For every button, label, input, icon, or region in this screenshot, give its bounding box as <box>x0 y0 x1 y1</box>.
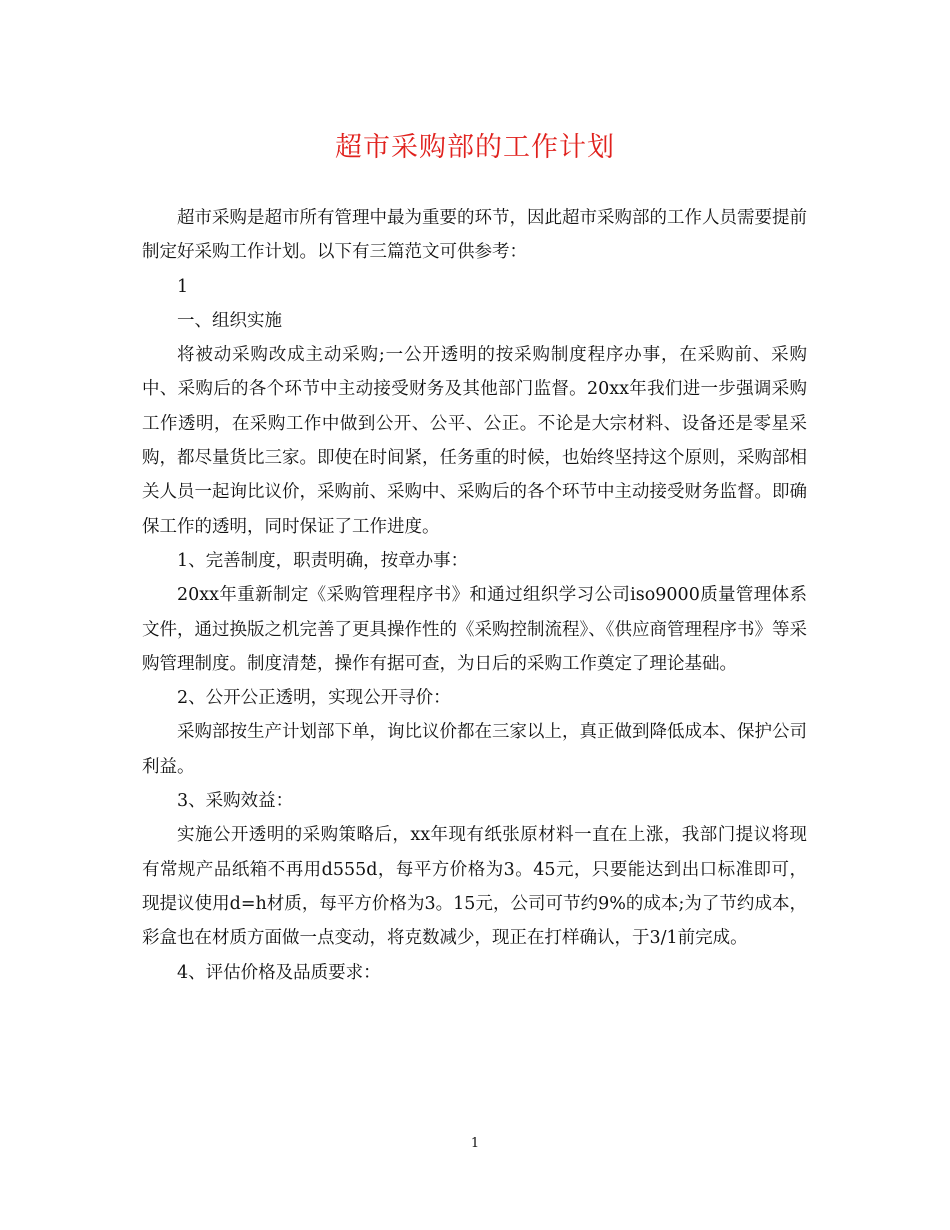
page-title: 超市采购部的工作计划 <box>335 132 615 163</box>
subheading-evaluation: 4、评估价格及品质要求： <box>177 962 381 983</box>
subheading-transparency: 2、公开公正透明，实现公开寻价： <box>177 688 451 709</box>
paragraph-transparency: 采购部按生产计划部下单，询比议价都在三家以上，真正做到降低成本、保护公司利益。 <box>142 722 807 777</box>
document-body <box>142 201 807 990</box>
subheading-benefits: 3、采购效益： <box>177 791 294 812</box>
section-number: 1 <box>177 276 189 297</box>
paragraph-organization: 将被动采购改成主动采购;一公开透明的按采购制度程序办事，在采购前、采购中、采购后的各个环节中主动接受财务及其他部门监督。20xx年我们进一步强调采购工作透明，在采购工作中做到公开、公平、公正。不论是大宗材料、设备还是零星采购，都尽量货比三家。即使在时间紧，任务重的时候，也始终坚持这个原则，采购部相关人员一起询比议价，采购前、采购中、采购后的各个环节中主动接受财务监督。即确保工作的透明，同时保证了工作进度。 <box>142 345 807 537</box>
subheading-system: 1、完善制度，职责明确，按章办事： <box>177 550 469 571</box>
paragraph-benefits: 实施公开透明的采购策略后，xx年现有纸张原材料一直在上涨，我部门提议将现有常规产品纸箱不再用d555d，每平方价格为3。45元，只要能达到出口标准即可，现提议使用d=h材质，每平方价格为3。15元，公司可节约9%的成本;为了节约成本，彩盒也在材质方面做一点变动，将克数减少，现正在打样确认，于3/1前完成。 <box>142 825 807 949</box>
intro-paragraph: 超市采购是超市所有管理中最为重要的环节，因此超市采购部的工作人员需要提前制定好采购工作计划。以下有三篇范文可供参考： <box>142 208 807 263</box>
paragraph-system: 20xx年重新制定《采购管理程序书》和通过组织学习公司iso9000质量管理体系文件，通过换版之机完善了更具操作性的《采购控制流程》、《供应商管理程序书》等采购管理制度。制度清楚，操作有据可查，为日后的采购工作奠定了理论基础。 <box>142 585 807 674</box>
section-heading-organization: 一、组织实施 <box>177 310 282 331</box>
page-number: 1 <box>470 1136 480 1151</box>
